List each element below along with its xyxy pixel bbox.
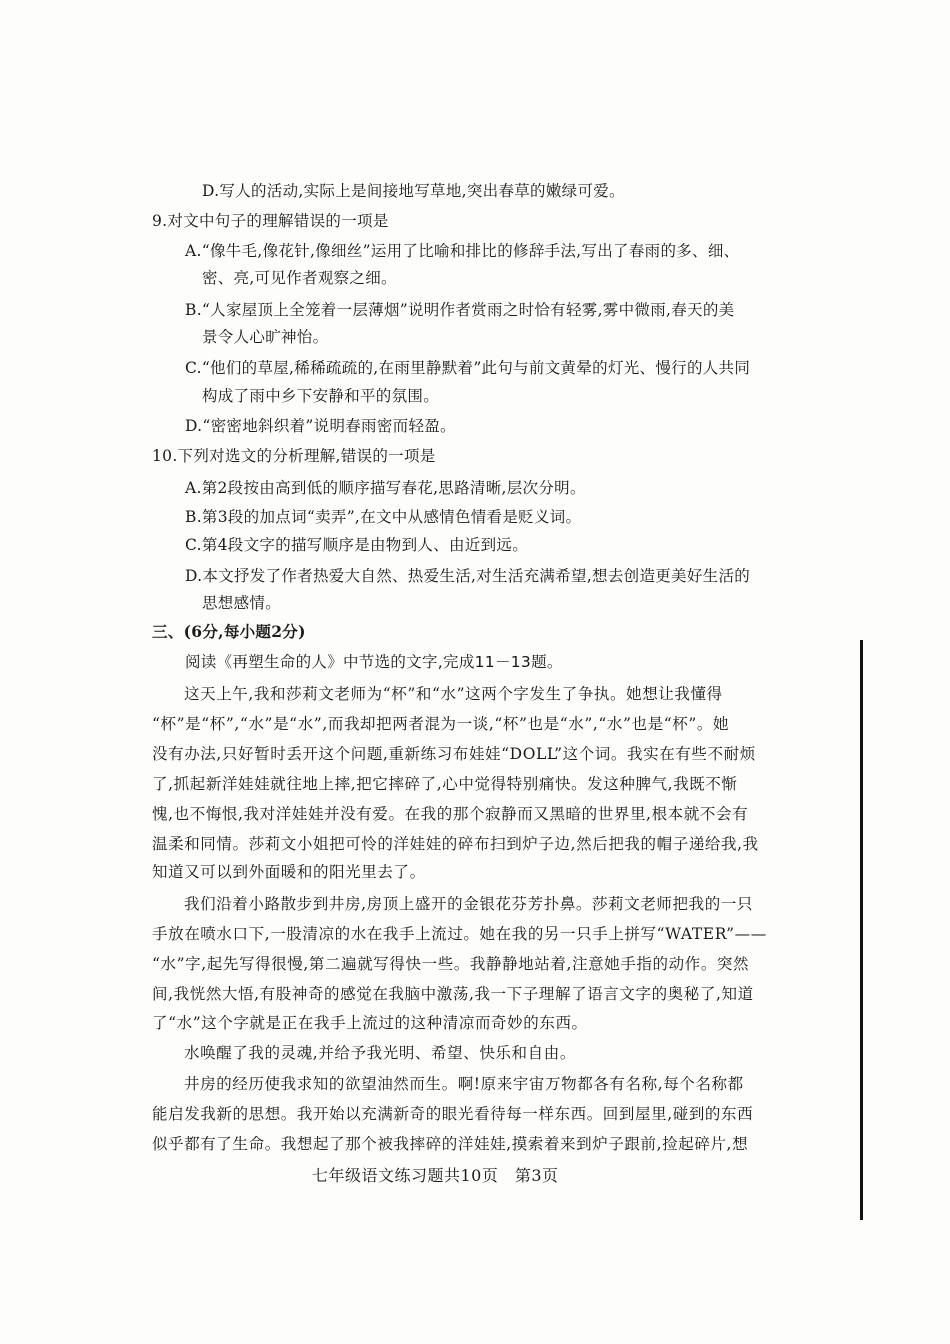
- passage-p4-line-2: 能启发我新的思想。我开始以充满新奇的眼光看待每一样东西。回到屋里,碰到的东西: [152, 1105, 754, 1123]
- q9-option-a-cont: 密、亮,可见作者观察之细。: [202, 269, 397, 287]
- q9-option-d: D.“密密地斜织着”说明春雨密而轻盈。: [185, 417, 456, 435]
- passage-p1-line-5: 愧,也不悔恨,我对洋娃娃并没有爱。在我的那个寂静而又黑暗的世界里,根本就不会有: [152, 805, 749, 823]
- q9-option-b: B.“人家屋顶上全笼着一层薄烟”说明作者赏雨之时恰有轻雾,雾中微雨,春天的美: [185, 301, 735, 319]
- q9-option-c: C.“他们的草屋,稀稀疏疏的,在雨里静默着”此句与前文黄晕的灯光、慢行的人共同: [185, 359, 751, 377]
- passage-p2-line-1: 我们沿着小路散步到井房,房顶上盛开的金银花芬芳扑鼻。莎莉文老师把我的一只: [184, 895, 754, 913]
- q10-option-c: C.第4段文字的描写顺序是由物到人、由近到远。: [185, 536, 528, 554]
- passage-p2-line-5: 了“水”这个字就是正在我手上流过的这种清凉而奇妙的东西。: [152, 1014, 588, 1032]
- q9-option-a: A.“像牛毛,像花针,像细丝”运用了比喻和排比的修辞手法,写出了春雨的多、细、: [185, 242, 740, 260]
- passage-p3-line-1: 水唤醒了我的灵魂,并给予我光明、希望、快乐和自由。: [184, 1044, 576, 1062]
- passage-p1-line-1: 这天上午,我和莎莉文老师为“杯”和“水”这两个字发生了争执。她想让我懂得: [184, 685, 723, 703]
- q10-option-a: A.第2段按由高到低的顺序描写春花,思路清晰,层次分明。: [185, 479, 586, 497]
- section-3-heading: 三、(6分,每小题2分): [152, 622, 306, 641]
- question-9: 9.对文中句子的理解错误的一项是: [152, 212, 389, 230]
- q10-option-d: D.本文抒发了作者热爱大自然、热爱生活,对生活充满希望,想去创造更美好生活的: [185, 567, 751, 585]
- passage-p2-line-3: “水”字,起先写得很慢,第二遍就写得快一些。我静静地站着,注意她手指的动作。突然: [152, 955, 750, 973]
- passage-p1-line-3: 没有办法,只好暂时丢开这个问题,重新练习布娃娃“DOLL”这个词。我实在有些不耐烦: [152, 745, 756, 763]
- passage-p1-line-4: 了,抓起新洋娃娃就往地上摔,把它摔碎了,心中觉得特别痛快。发这种脾气,我既不惭: [152, 775, 738, 793]
- q8-option-d: D.写人的活动,实际上是间接地写草地,突出春草的嫩绿可爱。: [202, 182, 625, 200]
- section-3-intro: 阅读《再塑生命的人》中节选的文字,完成11－13题。: [185, 653, 563, 671]
- scan-edge-line: [860, 640, 863, 1220]
- page-footer: 七年级语文练习题共10页 第3页: [312, 1166, 559, 1185]
- q10-option-d-cont: 思想感情。: [202, 594, 282, 612]
- passage-p4-line-1: 井房的经历使我求知的欲望油然而生。啊!原来宇宙万物都各有名称,每个名称都: [184, 1075, 744, 1093]
- passage-p1-line-7: 知道又可以到外面暖和的阳光里去了。: [152, 863, 426, 881]
- q10-option-b: B.第3段的加点词“卖弄”,在文中从感情色情看是贬义词。: [185, 508, 582, 526]
- passage-p2-line-4: 间,我恍然大悟,有股神奇的感觉在我脑中激荡,我一下子理解了语言文字的奥秘了,知道: [152, 985, 754, 1003]
- passage-p2-line-2: 手放在喷水口下,一股清凉的水在我手上流过。她在我的另一只手上拼写“WATER”——: [152, 925, 767, 943]
- passage-p1-line-6: 温柔和同情。莎莉文小姐把可怜的洋娃娃的碎布扫到炉子边,然后把我的帽子递给我,我: [152, 835, 759, 853]
- q9-option-c-cont: 构成了雨中乡下安静和平的氛围。: [202, 387, 440, 405]
- question-10: 10.下列对选文的分析理解,错误的一项是: [152, 447, 436, 465]
- q9-option-b-cont: 景令人心旷神怡。: [202, 328, 329, 346]
- passage-p1-line-2: “杯”是“杯”,“水”是“水”,而我却把两者混为一谈,“杯”也是“水”,“水”也是“杯”。她: [152, 715, 730, 733]
- passage-p4-line-3: 似乎都有了生命。我想起了那个被我摔碎的洋娃娃,摸索着来到炉子跟前,捡起碎片,想: [152, 1135, 749, 1153]
